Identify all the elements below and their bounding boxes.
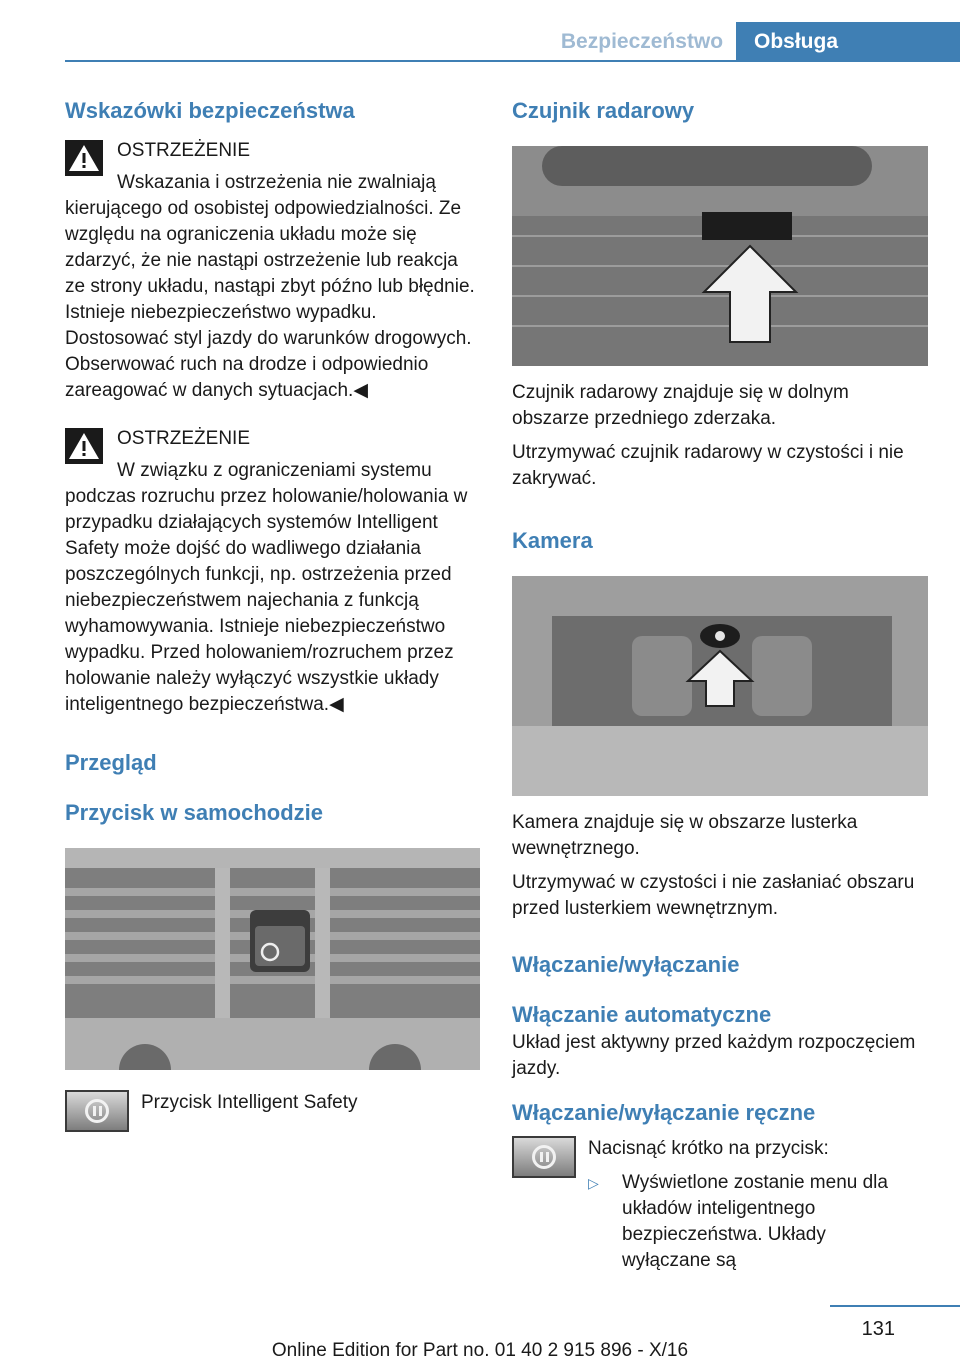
section-title-overview: Przegląd bbox=[65, 750, 157, 775]
section-title-radar: Czujnik radarowy bbox=[512, 98, 695, 123]
page-number: 131 bbox=[861, 1318, 895, 1340]
dashboard-illustration bbox=[65, 848, 480, 1070]
radar-care-text: Utrzymywać czujnik radarowy w czystości i nie zakrywać. bbox=[512, 442, 904, 489]
warning-text: W związku z ograniczeniami systemu podczas rozruchu przez holowanie/holowania w przypadku działających systemów Intelligent Safety może dojść do wadliwego działania poszczególnych funkcji, np. ostrzeżenia przed niebezpieczeństwem najechania z funkcją wyhamowywania. Istnieje niebezpieczeństwo wypadku. Przed holowaniem/rozruchem przez holowanie należy wyłączyć wszystkie układy inteligentnego bezpieczeństwa.◀ bbox=[65, 460, 468, 715]
button-caption-row bbox=[65, 1090, 480, 1132]
subsection-title-manual: Włączanie/wyłączanie ręczne bbox=[512, 1100, 816, 1125]
radar-illustration bbox=[512, 146, 928, 366]
photo-camera bbox=[512, 576, 928, 796]
left-column bbox=[65, 98, 480, 1132]
bullet-triangle-icon: ▷ bbox=[588, 1175, 599, 1191]
header-tab-bezpieczenstwo[interactable]: Bezpieczeństwo bbox=[560, 30, 724, 53]
header-tab-obsluga[interactable]: Obsługa bbox=[736, 22, 960, 60]
footer-edition: Online Edition for Part no. 01 40 2 915 896 - X/16 bbox=[271, 1340, 689, 1361]
warning-block-2 bbox=[65, 426, 480, 718]
intelligent-safety-button-icon bbox=[512, 1136, 576, 1178]
warning-text: Wskazania i ostrzeżenia nie zwalniają kierującego od osobistej odpowiedzialności. Ze względu na ograniczenia układu może się zdarzyć, że nie nastąpi ostrzeżenie lub reakcja ze strony układu, nastąpi zbyt późno lub błędnie. Istnieje niebezpieczeństwo wypadku. Dostosować styl jazdy do warunków drogowych. Obserwować ruch na drodze i odpowiednio zareagować w danych sytuacjach.◀ bbox=[65, 172, 475, 401]
manual-row bbox=[512, 1136, 928, 1274]
warning-label: OSTRZEŻENIE bbox=[117, 140, 251, 161]
footer-rule bbox=[830, 1305, 960, 1307]
bullet-text: Wyświetlone zostanie menu dla układów inteligentnego bezpieczeństwa. Układy wyłączane są bbox=[622, 1172, 888, 1271]
subsection-title-button: Przycisk w samochodzie bbox=[65, 800, 323, 825]
camera-location-text: Kamera znajduje się w obszarze lusterka wewnętrznego. bbox=[512, 812, 858, 859]
camera-care-text: Utrzymywać w czystości i nie zasłaniać obszaru przed lusterkiem wewnętrznym. bbox=[512, 872, 915, 919]
intelligent-safety-button-icon bbox=[65, 1090, 129, 1132]
button-caption: Przycisk Intelligent Safety bbox=[141, 1092, 358, 1113]
auto-text: Układ jest aktywny przed każdym rozpoczęciem jazdy. bbox=[512, 1032, 916, 1079]
radar-location-text: Czujnik radarowy znajduje się w dolnym obszarze przedniego zderzaka. bbox=[512, 382, 849, 429]
photo-button-in-car bbox=[65, 848, 480, 1070]
section-title-camera: Kamera bbox=[512, 528, 593, 553]
manual-text: Nacisnąć krótko na przycisk: bbox=[588, 1138, 829, 1159]
header-rule bbox=[65, 60, 960, 62]
warning-label: OSTRZEŻENIE bbox=[117, 428, 251, 449]
list-item bbox=[588, 1170, 916, 1274]
subsection-title-auto: Włączanie automatyczne bbox=[512, 1002, 772, 1027]
warning-triangle-icon bbox=[65, 140, 103, 176]
warning-triangle-icon bbox=[65, 428, 103, 464]
section-title-safety-notes: Wskazówki bezpieczeństwa bbox=[65, 98, 355, 123]
section-title-on-off: Włączanie/wyłączanie bbox=[512, 952, 740, 977]
warning-block-1 bbox=[65, 138, 480, 404]
photo-radar-sensor bbox=[512, 146, 928, 366]
camera-illustration bbox=[512, 576, 928, 796]
right-column bbox=[512, 98, 928, 1274]
